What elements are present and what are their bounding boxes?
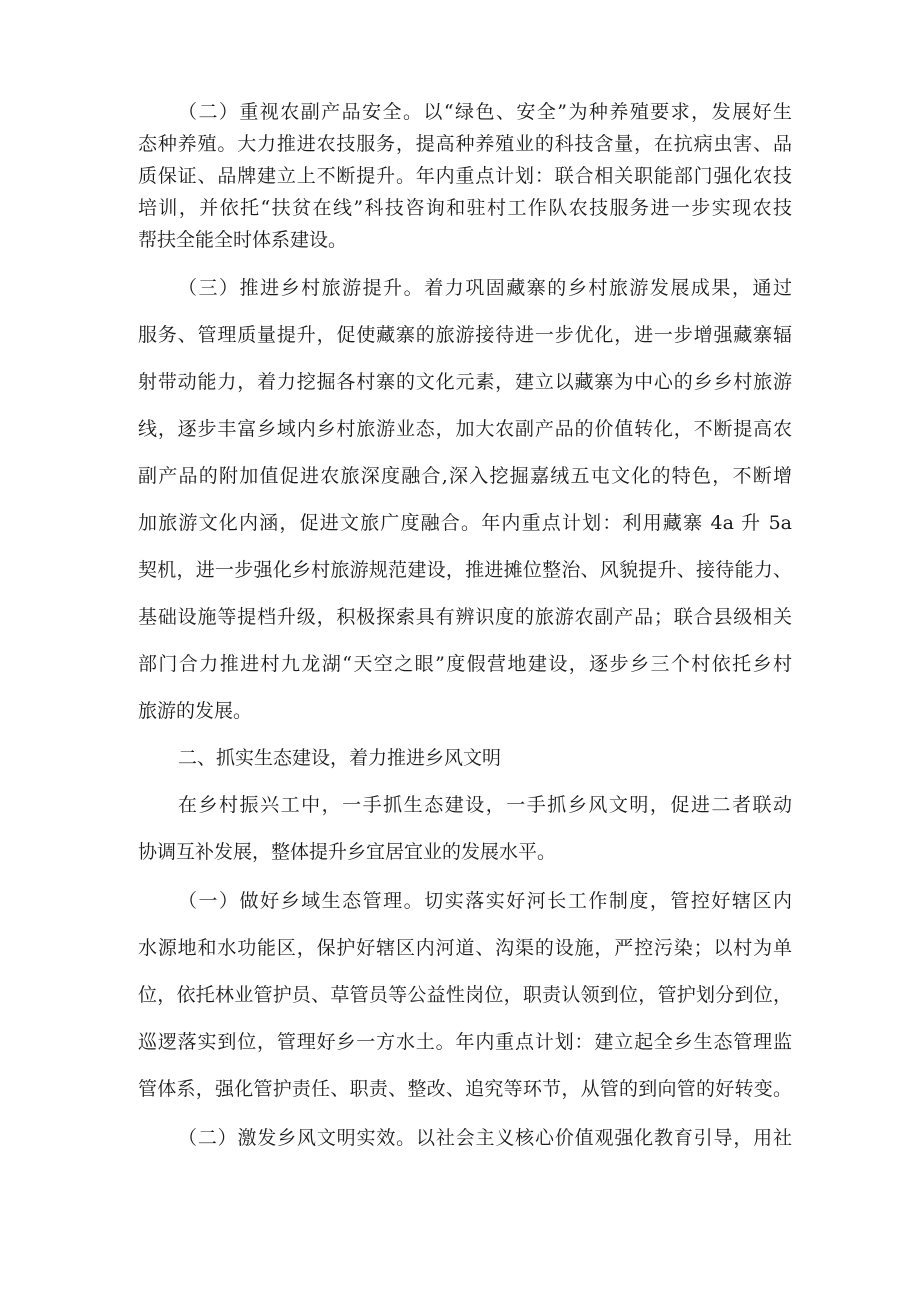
para-5-line-1: （二）激发乡风文明实效。以社会主义核心价值观强化教育引导，用社 (178, 1127, 792, 1149)
para-1-line-3: 质保证、品牌建立上不断提升。年内重点计划：联合相关职能部门强化农技 (138, 165, 792, 187)
para-2-line-2: 服务、管理质量提升，促使藏寨的旅游接待进一步优化，进一步增强藏寨辐 (138, 324, 792, 346)
para-2-line-10: 旅游的发展。 (138, 700, 253, 722)
para-4-line-1: （一）做好乡域生态管理。切实落实好河长工作制度，管控好辖区内 (178, 890, 792, 912)
para-2-line-6: 加旅游文化内涵，促进文旅广度融合。年内重点计划：利用藏寨 4a 升 5a (138, 512, 792, 534)
para-1-line-4: 培训，并依托“扶贫在线”科技咨询和驻村工作队农技服务进一步实现农技 (138, 197, 792, 219)
section-heading: 二、抓实生态建设，着力推进乡风文明 (178, 747, 502, 769)
para-2-line-5: 副产品的附加值促进农旅深度融合,深入挖掘嘉绒五屯文化的特色，不断增 (138, 465, 792, 487)
para-2-line-9: 部门合力推进村九龙湖“天空之眼”度假营地建设，逐步乡三个村依托乡村 (138, 653, 792, 675)
para-3-line-2: 协调互补发展，整体提升乡宜居宜业的发展水平。 (138, 841, 557, 863)
para-4-line-3: 位，依托林业管护员、草管员等公益性岗位，职责认领到位，管护划分到位， (138, 984, 792, 1006)
para-3-line-1: 在乡村振兴工中，一手抓生态建设，一手抓乡风文明，促进二者联动 (178, 794, 792, 816)
para-2-line-3: 射带动能力，着力挖掘各村寨的文化元素，建立以藏寨为中心的乡乡村旅游 (138, 371, 792, 393)
para-1-line-5: 帮扶全能全时体系建设。 (138, 229, 348, 251)
para-4-line-4: 巡逻落实到位，管理好乡一方水土。年内重点计划：建立起全乡生态管理监 (138, 1031, 792, 1053)
para-1-line-2: 态种养殖。大力推进农技服务，提高种养殖业的科技含量，在抗病虫害、品 (138, 133, 792, 155)
para-4-line-5: 管体系，强化管护责任、职责、整改、追究等环节，从管的到向管的好转变。 (138, 1078, 792, 1100)
para-2-line-7: 契机，进一步强化乡村旅游规范建设，推进摊位整治、风貌提升、接待能力、 (138, 559, 792, 581)
para-2-line-4: 线，逐步丰富乡域内乡村旅游业态，加大农副产品的价值转化，不断提高农 (138, 418, 792, 440)
para-2-line-1: （三）推进乡村旅游提升。着力巩固藏寨的乡村旅游发展成果，通过 (178, 277, 792, 299)
para-2-line-8: 基础设施等提档升级，积极探索具有辨识度的旅游农副产品；联合县级相关 (138, 606, 792, 628)
para-4-line-2: 水源地和水功能区，保护好辖区内河道、沟渠的设施，严控污染；以村为单 (138, 937, 792, 959)
para-1-line-1: （二）重视农副产品安全。以“绿色、安全”为种养殖要求，发展好生 (178, 101, 792, 123)
